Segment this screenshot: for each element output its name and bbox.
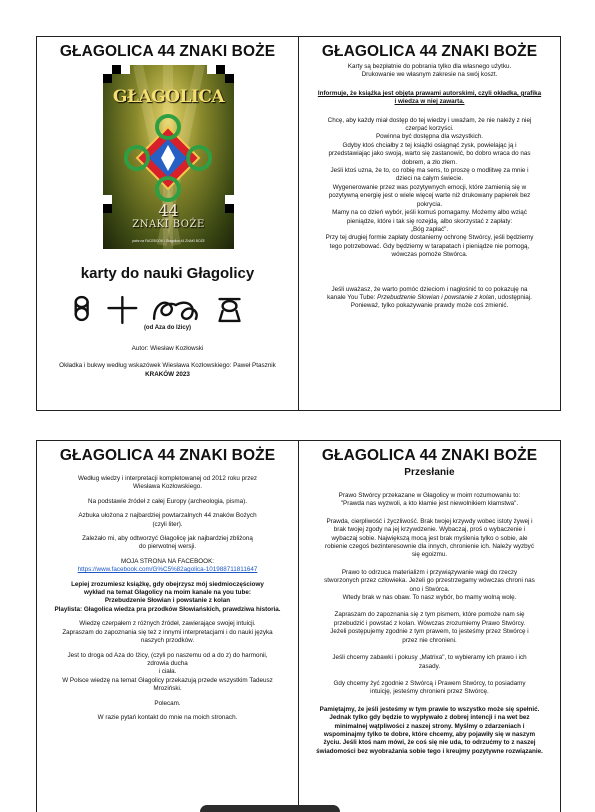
text-line: pokrycia. — [416, 200, 443, 208]
facebook-label: MOJA STRONA NA FACEBOOK: — [120, 557, 215, 565]
text-line: czerpać korzyści. — [405, 125, 454, 133]
text-line: Na podstawie źródeł z całej Europy (archeologia, pisma). — [88, 497, 247, 505]
text-line: do pierwotnej wersji. — [138, 543, 197, 551]
glyph-az-icon — [76, 297, 88, 320]
text-line: Azbuka ułożona z najbardziej powtarzalnych 44 znaków Bożych — [78, 512, 257, 520]
text-line: Prawo to odrzuca materializm i przywiązywanie wagi do rzeczy — [341, 568, 518, 576]
glagolitic-glyphs — [37, 291, 298, 327]
text-line: ono i Stwórca. — [409, 585, 450, 593]
text-line: Wiedzę czerpałem z różnych źródeł, zawierające swojej intuicji. — [79, 620, 256, 628]
text-line: zasady. — [418, 662, 441, 670]
text-line: Mroziński. — [153, 685, 182, 693]
youtube-channel-name: Przebudzenie Słowian i powstanie z kolan — [377, 293, 495, 301]
text-line: przez nie chronieni. — [402, 636, 457, 644]
copyright-line: i wiedza w niej zawarta. — [394, 98, 465, 106]
text-line: Gdyby ktoś chciałby z tej książki osiągnąć zysk, powielając ją i — [342, 141, 517, 149]
place-year: KRAKÓW 2023 — [145, 370, 190, 378]
card-subtitle: Przesłanie — [404, 467, 455, 478]
text-line: świadomości bez wyobrażania sobie tego i kreujmy pozytywne rozwiązanie. — [316, 747, 543, 755]
license-body — [299, 117, 560, 260]
text-line: się egoizmu. — [411, 551, 448, 559]
text-line: (czyli liter). — [152, 520, 183, 528]
text-line: Jednak tylko gdy będzie to wypływało z dobrej intencji i na wet bez — [329, 714, 530, 722]
text-line: Zapraszam do zapoznania się z tym pismem, które pomoże nam się — [334, 611, 525, 619]
text-line: Pamiętajmy, że jeśli jesteśmy w tym prawie to wszystko może się spełnić. — [319, 705, 540, 713]
card-about — [36, 440, 299, 812]
text-line: życiu. Jeśli ktoś nam mówi, że coś się nie uda, to odrzućmy to z naszej — [323, 739, 536, 747]
text-line: zdrowia ducha — [147, 659, 188, 667]
text-line: Jest to droga od Aza do Iżicy, (czyli po naszemu od a do z) do harmonii, — [67, 651, 268, 659]
cards-heading: karty do nauki Głagolicy — [80, 265, 255, 282]
cover-title: GŁAGOLICA — [112, 87, 225, 107]
text-line: Mamy na co dzień wybór, jeśli komuś pomagamy. Możemy albo wziąć — [332, 209, 527, 217]
text-line: minimalnej wątpliwości z naszej strony. Myślmy o zdarzeniach i — [334, 722, 525, 730]
text-line: dobrem, a zło złem. — [402, 158, 457, 166]
text-line: Zapraszam do zapoznania się też z innymi interpretacjami i do nauki języka — [62, 628, 273, 636]
card-cover — [36, 36, 299, 411]
card-title: GŁAGOLICA 44 ZNAKI BOŻE — [59, 43, 276, 60]
card-license — [298, 36, 561, 411]
paragraph — [299, 569, 560, 603]
text-line: Według wiedzy i interpretacji kompletowanej od 2012 roku przez — [77, 475, 258, 482]
text-line: pieniądze, które i tak się rozejdą, albo skorzystać z zapłaty: — [346, 217, 513, 225]
text-line: pozytywną energię jest o wiele więcej warte niż drukowany papierek bez — [328, 192, 531, 200]
book-cover-image — [103, 65, 234, 249]
paragraph — [299, 706, 560, 756]
text-line: Zależało mi, aby odtworzyć Głagolicę jak najbardziej zbliżoną — [82, 535, 253, 543]
cover-number: 44 — [158, 201, 179, 220]
text-line: Wygenerowanie przez was pozytywnych emocji, które zamienią się w — [332, 183, 527, 191]
glyph-caption: (od Aza do Iżicy) — [143, 325, 192, 331]
text-line: intuicję, jesteśmy chronieni przez Stwórcę. — [370, 688, 489, 696]
facebook-link[interactable]: https://www.facebook.com/G%C5%82agolica-101988711811647 — [77, 566, 258, 574]
text-line: wówczas pomoże Stwórca. — [391, 251, 468, 259]
text-line: i ciała. — [158, 668, 177, 676]
contact-line: W razie pytań kontakt do mnie na moich stronach. — [97, 713, 238, 721]
card-title: GŁAGOLICA 44 ZNAKI BOŻE — [59, 447, 276, 464]
credits: Okładka i bukwy według wskazówek Wiesława Kozłowskiego: Paweł Ptasznik — [59, 362, 276, 370]
cover-footer: patrz na FACEBOOK / Głagolica 44 ZNAKI BOŻE — [132, 239, 205, 243]
closing-line: kanale You Tube: Przebudzenie Słowian i powstanie z kolan, udostępniaj. — [327, 293, 532, 301]
card-title: GŁAGOLICA 44 ZNAKI BOŻE — [321, 43, 538, 60]
text-line: „Bóg zapłać". — [410, 225, 449, 233]
card-title: GŁAGOLICA 44 ZNAKI BOŻE — [321, 447, 538, 464]
text-line: przedstawiając jako swoją, warto się zastanowić, bo dobro wraca do nas — [328, 150, 531, 158]
glyph-izhica-icon — [220, 299, 240, 321]
text-line: Gdy chcemy żyć zgodnie z Stwórcą i Prawem Stwórcy, to posiadamy — [333, 679, 526, 687]
text-line: wykład na temat Głagolicy na moim kanale na you tube: — [84, 589, 251, 597]
card-message — [298, 440, 561, 812]
text-line: tego potrzebować. Gdy będziemy w tarapatach i pieniądze nie pomogą, — [329, 242, 530, 250]
text-line: Wtedy brak w nas obaw. To nasz wybór, bo mamy wolną wolę. — [342, 594, 517, 602]
playlist-line: Playlista: Głagolica wiedza pra przodków Słowiańskich, prawdziwa historia. — [54, 605, 281, 613]
text-line: robienie czegoś bezinteresownie dla innych, chronienie ich. Należy wyzbyć — [325, 543, 534, 551]
text-line: naszych przodków. — [140, 637, 195, 645]
paragraph — [299, 680, 560, 697]
text-line: Jeśli chcemy zabawki i pokusy „Matrixa", to wybieramy ich prawo i ich — [332, 654, 527, 662]
quote-line: "Prawda nas wyzwoli, a kto kłamie jest niewolnikiem kłamstwa". — [340, 500, 519, 508]
text-line: Chcę, aby każdy miał dostęp do tej wiedzy i uważam, że nie należy z niej — [327, 116, 532, 124]
text-line: W Polsce wiedzę na temat Głagolicy przekazują przede wszystkim Tadeusz — [62, 676, 273, 684]
paragraph — [299, 654, 560, 671]
text-line: stworzonych przez człowieka. Jeżeli go przestrzegamy wówczas chroni nas — [324, 577, 535, 585]
paragraph — [299, 518, 560, 560]
scroll-handle[interactable] — [200, 805, 340, 812]
closing-line: Jeśli uważasz, że warto pomóc dzieciom i nagłośnić to co pokazuję na — [331, 285, 528, 293]
youtube-channel-name: Przebudzenie Słowian i powstanie z kolan — [104, 597, 231, 605]
intro-line: Drukowanie we własnym zakresie na swój koszt. — [361, 71, 498, 79]
closing-line: Ponieważ, tylko pokazywanie prawdy może coś zmienić. — [350, 302, 509, 310]
cover-subtitle: ZNAKI BOŻE — [132, 219, 205, 230]
text-line: Jeśli ktoś uzna, że to, co robię ma sens, to proszę o modlitwę za mnie i — [330, 167, 529, 175]
author: Autor: Wiesław Kozłowski — [131, 345, 204, 352]
text-line: Prawo Stwórcy przekazane w Głagolicy w moim rozumowaniu to: — [338, 492, 521, 499]
paragraph — [299, 611, 560, 645]
text-line: wspominajmy tylko te dobre, które chcemy, aby pojawiły się w naszym — [323, 730, 536, 738]
glyph-loops-icon — [154, 303, 197, 319]
glyph-cross-icon — [108, 297, 136, 323]
text-line: Prawda, cierpliwość i życzliwość. Brak twojej krzywdy wobec istoty żywej i — [326, 517, 533, 525]
text-line: Lepiej zrozumiesz książkę, gdy obejrzysz mój siedmioczęściowy — [71, 580, 264, 588]
text-line: przebudzić i powstać z kolan. Wówczas zrozumiemy Prawo Stwórcy. — [333, 619, 526, 627]
text-line: Jeżeli postępujemy zgodnie z tym prawem, to jesteśmy przez Stwórcę i — [330, 628, 529, 636]
text-line: wybaczaj sobie. Największą mocą jest brak myślenia tylko o sobie, ale — [331, 534, 528, 542]
text-line: Wiesława Kozłowskiego. — [133, 483, 202, 491]
text-line: Przy tej drugiej formie zapłaty dostaniemy ochronę Stwórcy, jeśli będziemy — [325, 234, 534, 242]
intro-line: Karty są bezpłatnie do pobrania tylko dla własnego użytku. — [347, 63, 512, 70]
text-line: dzieci na całym świecie. — [395, 175, 464, 183]
text-line: Polecam. — [154, 699, 181, 707]
text-line: Powinna być dostępna dla wszystkich. — [375, 133, 484, 141]
copyright-line: Informuje, że książka jest objęta prawami autorskimi, czyli okładka, grafika — [317, 89, 542, 97]
text-line: brak twojej zgody na jej krzywdzenie. Wybaczaj, proś o wybaczenie i — [333, 526, 526, 534]
